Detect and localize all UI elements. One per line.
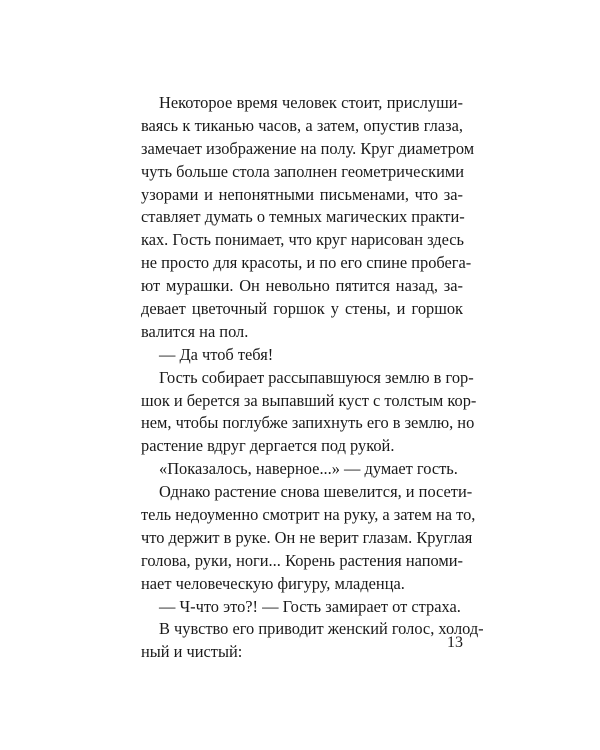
text-line: Некоторое время человек стоит, прислуши- (159, 93, 463, 112)
text-line: валится на пол. (141, 321, 249, 341)
text-line: В чувство его приводит женский голос, холод- (159, 619, 484, 639)
page-number: 13 (447, 634, 463, 651)
text-line: что держит в руке. Он не верит глазам. Круглая (141, 527, 473, 547)
text-line: тель недоуменно смотрит на руку, а затем на то, (141, 505, 476, 525)
text-line: девает цветочный горшок у стены, и горшок (141, 299, 463, 319)
text-line: шок и берется за выпавший куст с толстым кор- (141, 390, 477, 410)
text-line: голова, руки, ноги... Корень растения напоми- (141, 550, 463, 570)
text-line: ставляет думать о темных магических практи- (141, 207, 465, 227)
text-line: узорами и непонятными письменами, что за- (141, 184, 463, 204)
text-line: ках. Гость понимает, что круг нарисован здесь (141, 230, 465, 250)
text-line: растение вдруг дергается под рукой. (141, 436, 395, 456)
text-line: не просто для красоты, и по его спине пробега- (141, 253, 472, 273)
text-line: «Показалось, наверное...» — думает гость. (159, 459, 458, 479)
text-line: нает человеческую фигуру, младенца. (141, 573, 405, 593)
text-line: — Ч-что это?! — Гость замирает от страха. (159, 596, 461, 616)
text-line: Гость собирает рассыпавшуюся землю в гор- (159, 367, 474, 387)
text-line: — Да чтоб тебя! (159, 344, 274, 364)
text-line: ваясь к тиканью часов, а затем, опустив глаза, (141, 115, 463, 135)
text-line: чуть больше стола заполнен геометрическими (141, 161, 464, 181)
text-line: нем, чтобы поглубже запихнуть его в землю, но (141, 413, 475, 433)
text-line: Однако растение снова шевелится, и посети- (159, 482, 473, 502)
text-line: ют мурашки. Он невольно пятится назад, за- (141, 276, 463, 296)
text-line: замечает изображение на полу. Круг диаметром (141, 138, 475, 158)
text-line: ный и чистый: (141, 642, 243, 662)
body-text (141, 92, 484, 664)
